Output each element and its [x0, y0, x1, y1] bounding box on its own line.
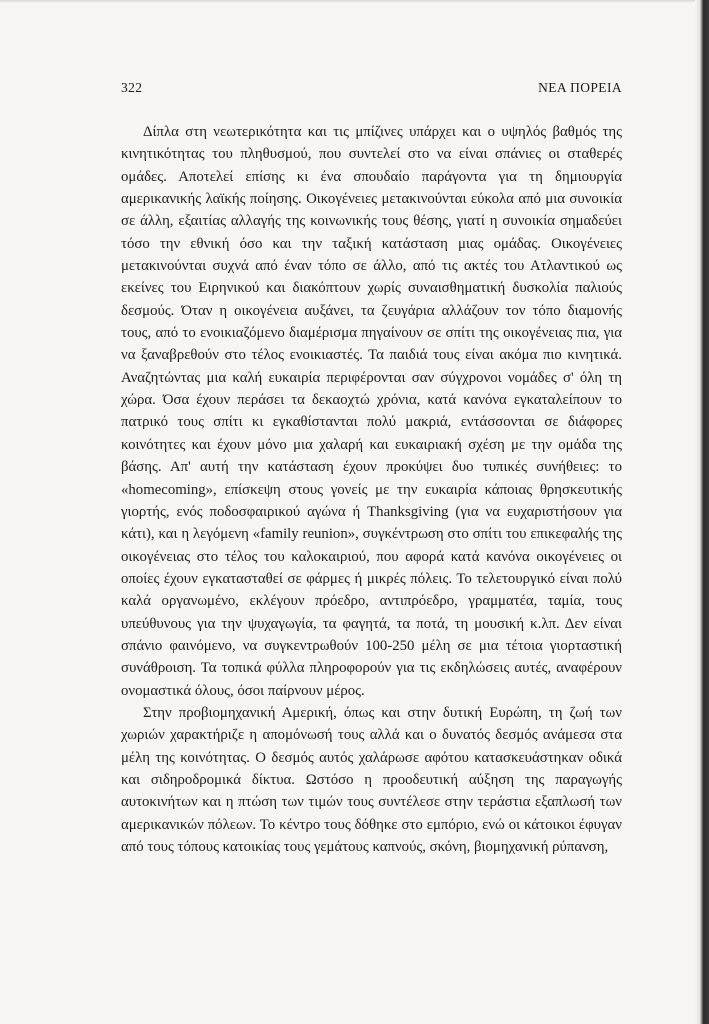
- running-header: [121, 80, 622, 96]
- paragraph-1: Δίπλα στη νεωτερικότητα και τις μπίζινες υπάρχει και ο υψηλός βαθμός της κινητικότητας του πληθυσμού, που συντελεί στο να είναι σπάνιες οι σταθερές ομάδες. Αποτελεί επίσης κι ένα σπουδαίο παράγοντα για τη δημιουργία αμερικανικής λαϊκής ποίησης. Οικογένειες μετακινούνται εύκολα από μια συνοικία σε άλλη, εξαιτίας αλλαγής της κοινωνικής τους θέσης, γιατί η συνοικία σημαδεύει τόσο την εθνική όσο και την ταξική κατάσταση μιας ομάδας. Οικογένειες μετακινούνται συχνά από έναν τόπο σε άλλο, από τις ακτές του Ατλαντικού ως εκείνες του Ειρηνικού και διακόπτουν χωρίς συναισθηματική δυσκολία παλιούς δεσμούς. Όταν η οικογένεια αυξάνει, τα ζευγάρια αλλάζουν τον τόπο διαμονής τους, από το ενοικιαζόμενο διαμέρισμα πηγαίνουν σε σπίτι της οικογένειας πια, για να ξαναβρεθούν στο τέλος ενοικιαστές. Τα παιδιά τους είναι ακόμα πιο κινητικά. Αναζητώντας μια καλή ευκαιρία περιφέρονται σαν σύγχρονοι νομάδες σ' όλη τη χώρα. Όσα έχουν περάσει τα δεκαοχτώ χρόνια, κατά κανόνα εγκαταλείπουν το πατρικό τους σπίτι κι εγκαθίστανται πολύ μακριά, εντάσσονται σε διάφορες κοινότητες και έχουν μόνο μια χαλαρή και ευκαιριακή σχέση με την ομάδα της βάσης. Απ' αυτή την κατάσταση έχουν προκύψει δυο τυπικές συνήθειες: το «homecoming», επίσκεψη στους γονείς με την ευκαιρία κάποιας θρησκευτικής γιορτής, ενός ποδοσφαιρικού αγώνα ή Thanksgiving (για να ευχαριστήσουν για κάτι), και η λεγόμενη «family reunion», συγκέντρωση στο σπίτι του επικεφαλής της οικογένειας στο τέλος του καλοκαιριού, που αφορά κατά κανόνα οικογένειες οι οποίες έχουν εγκατασταθεί σε φάρμες ή μικρές πόλεις. Το τελετουργικό είναι πολύ καλά οργανωμένο, εκλέγουν πρόεδρο, αντιπρόεδρο, γραμματέα, ταμία, τους υπεύθυνους για την ψυχαγωγία, τα φαγητά, τα ποτά, τη μουσική κ.λπ. Δεν είναι σπάνιο φαινόμενο, να συγκεντρωθούν 100-250 μέλη σε μια τέτοια γιορταστική συνάθροιση. Τα τοπικά φύλλα πληροφορούν για τις εκδηλώσεις αυτές, αναφέρουν ονομαστικά όλους, όσοι παίρνουν μέρος.: [121, 124, 622, 699]
- paragraph-2: Στην προβιομηχανική Αμερική, όπως και στην δυτική Ευρώπη, τη ζωή των χωριών χαρακτήριζε η απομόνωσή τους αλλά και ο δυνατός δεσμός ανάμεσα στα μέλη της κοινότητας. Ο δεσμός αυτός χαλάρωσε αφότου κατασκευάστηκαν οδικά και σιδηροδρομικά δίκτυα. Ωστόσο η προοδευτική αύξηση της παραγωγής αυτοκινήτων και η πτώση των τιμών τους συντέλεσε στην τεράστια εξαπλωσή των αμερικανικών πόλεων. Το κέντρο τους δόθηκε στο εμπόριο, ενώ οι κάτοικοι έφυγαν από τους τόπους κατοικίας τους γεμάτους καπνούς, σκόνη, βιομηχανική ρύπανση,: [121, 704, 622, 855]
- running-title: ΝΕΑ ΠΟΡΕΙΑ: [538, 80, 622, 95]
- scan-right-edge: [695, 0, 709, 1024]
- body-text: [121, 121, 622, 858]
- page-number: 322: [121, 80, 143, 95]
